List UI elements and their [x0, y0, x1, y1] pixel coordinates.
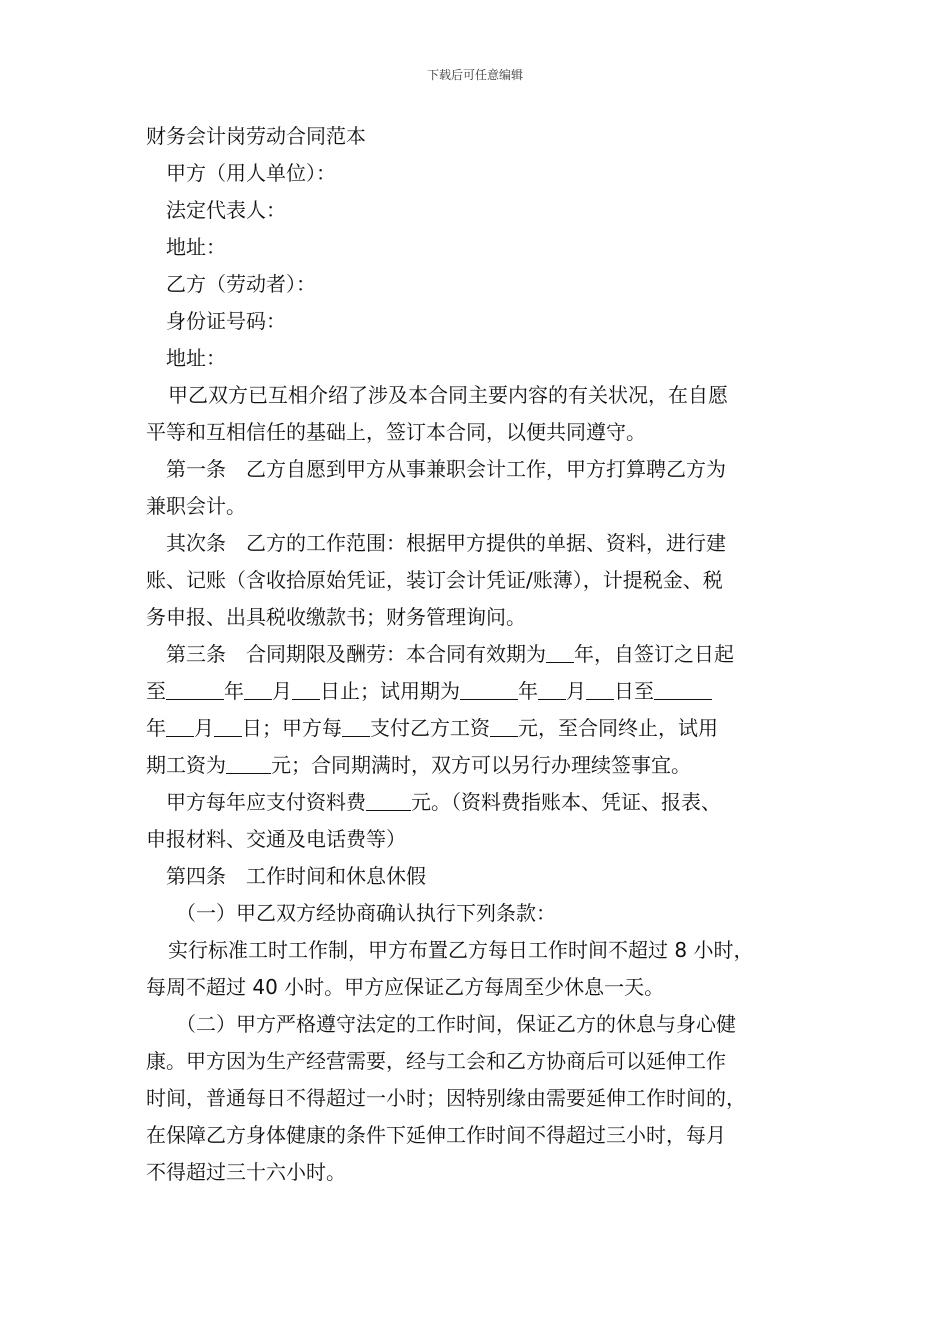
article-3-text: 元；合同期满时，双方可以另行办理续签事宜。: [271, 753, 691, 777]
blank-end-year[interactable]: [166, 677, 224, 700]
article-4-clause-2-line-4: 在保障乙方身体健康的条件下延伸工作时间不得超过三小时，每月: [146, 1123, 726, 1147]
article-3-line-1: [146, 636, 811, 673]
fee-line-1: [146, 784, 811, 821]
article-3-line-2: [146, 673, 811, 710]
article-3-text: 月: [566, 679, 586, 703]
article-3-text: 年，自签订之日起: [574, 642, 734, 666]
article-3-text: 期工资为: [146, 753, 226, 777]
blank-probation-end-month[interactable]: [166, 714, 194, 737]
blank-end-day[interactable]: [292, 677, 320, 700]
blank-material-fee[interactable]: [366, 788, 411, 811]
article-3-text: 支付乙方工资: [370, 716, 490, 740]
blank-probation-salary[interactable]: [226, 751, 271, 774]
blank-probation-start-month[interactable]: [538, 677, 566, 700]
contract-body: [146, 118, 811, 1191]
article-2-line-1: 其次条 乙方的工作范围：根据甲方提供的单据、资料，进行建: [166, 531, 726, 555]
article-3-text: 年: [146, 716, 166, 740]
blank-probation-start-day[interactable]: [586, 677, 614, 700]
article-1-line-1: 第一条 乙方自愿到甲方从事兼职会计工作，甲方打算聘乙方为: [166, 457, 726, 481]
fee-text: 甲方每年应支付资料费: [166, 790, 366, 814]
intro-paragraph-line-2: 平等和互相信任的基础上，签订本合同，以便共同遵守。: [146, 420, 646, 444]
article-3-text: 至: [146, 679, 166, 703]
article-4-clause-1-line-2: 每周不超过 40 小时。甲方应保证乙方每周至少休息一天。: [146, 975, 665, 999]
blank-salary-amount[interactable]: [490, 714, 518, 737]
article-3-text: 日至: [614, 679, 654, 703]
document-title: 财务会计岗劳动合同范本: [146, 124, 366, 148]
fee-line-2: 申报材料、交通及电话费等）: [146, 827, 406, 851]
page-header: 下载后可任意编辑: [426, 68, 523, 82]
intro-paragraph-line-1: 甲乙双方已互相介绍了涉及本合同主要内容的有关状况，在自愿: [168, 383, 728, 407]
article-3-text: 日止；试用期为: [320, 679, 460, 703]
article-1-line-2: 兼职会计。: [146, 494, 246, 518]
legal-rep-line: 法定代表人：: [166, 198, 286, 222]
party-a-line: 甲方（用人单位）：: [166, 161, 336, 185]
party-b-line: 乙方（劳动者）：: [166, 272, 316, 296]
address-a-line: 地址：: [166, 235, 226, 259]
article-3-text: 第三条 合同期限及酬劳：本合同有效期为: [166, 642, 546, 666]
article-4-clause-2-line-2: 康。甲方因为生产经营需要，经与工会和乙方协商后可以延伸工作: [146, 1049, 726, 1073]
article-3-text: 年: [518, 679, 538, 703]
article-4-clause-2-line-1: （二）甲方严格遵守法定的工作时间，保证乙方的休息与身心健: [176, 1012, 736, 1036]
article-3-text: 日；甲方每: [242, 716, 342, 740]
blank-probation-end-day[interactable]: [214, 714, 242, 737]
article-3-text: 年: [224, 679, 244, 703]
article-4-title: 第四条 工作时间和休息休假: [166, 864, 426, 888]
article-2-line-2: 账、记账（含收拾原始凭证，装订会计凭证/账薄），计提税金、税: [146, 568, 723, 592]
blank-probation-end-year[interactable]: [654, 677, 712, 700]
id-number-line: 身份证号码：: [166, 309, 286, 333]
blank-probation-start-year[interactable]: [460, 677, 518, 700]
article-3-line-4: [146, 747, 811, 784]
article-3-text: 元，至合同终止，试用: [518, 716, 718, 740]
blank-pay-period[interactable]: [342, 714, 370, 737]
article-3-line-3: [146, 710, 811, 747]
article-3-text: 月: [194, 716, 214, 740]
article-4-clause-1-line-1: 实行标准工时工作制，甲方布置乙方每日工作时间不超过 8 小时，: [168, 938, 754, 962]
article-3-text: 月: [272, 679, 292, 703]
article-4-clause-2-line-5: 不得超过三十六小时。: [146, 1160, 346, 1184]
article-2-line-3: 务申报、出具税收缴款书；财务管理询问。: [146, 605, 526, 629]
fee-text: 元。（资料费指账本、凭证、报表、: [411, 790, 721, 814]
address-b-line: 地址：: [166, 346, 226, 370]
blank-contract-years[interactable]: [546, 640, 574, 663]
blank-end-month[interactable]: [244, 677, 272, 700]
article-4-clause-1: （一）甲乙双方经协商确认执行下列条款：: [176, 901, 556, 925]
article-4-clause-2-line-3: 时间，普通每日不得超过一小时；因特别缘由需要延伸工作时间的，: [146, 1086, 746, 1110]
